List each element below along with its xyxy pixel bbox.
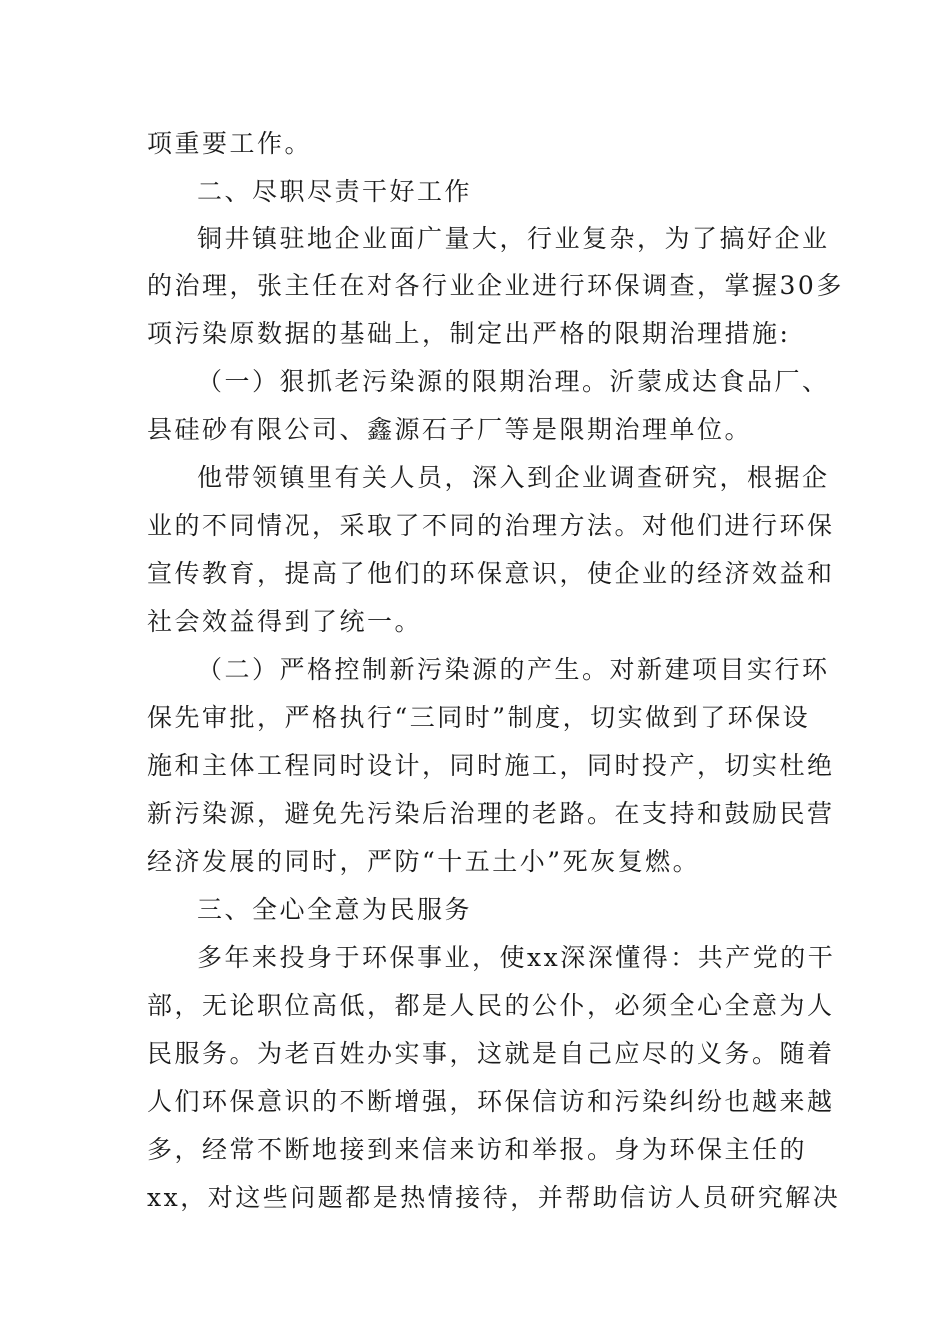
text-line: 民服务。为老百姓办实事，这就是自己应尽的义务。随着 [147,1039,835,1068]
text-line: 他带领镇里有关人员，深入到企业调查研究，根据企 [197,463,830,492]
text-line: 社会效益得到了统一。 [147,607,423,636]
section-heading: 三、全心全意为民服务 [197,895,473,924]
text-line: 县硅砂有限公司、鑫源石子厂等是限期治理单位。 [147,415,753,444]
text-line: 的治理，张主任在对各行业企业进行环保调查，掌握30多 [147,271,844,300]
text-line: 多，经常不断地接到来信来访和举报。身为环保主任的 [147,1135,808,1164]
text-line: 保先审批，严格执行“三同时”制度，切实做到了环保设 [147,703,811,732]
text-line: 项重要工作。 [147,129,313,158]
text-line: 人们环保意识的不断增强，环保信访和污染纠纷也越来越 [147,1087,835,1116]
text-line: xx，对这些问题都是热情接待，并帮助信访人员研究解决 [147,1183,841,1212]
text-line: 施和主体工程同时设计，同时施工，同时投产，切实杜绝 [147,751,835,780]
text-line: 新污染源，避免先污染后治理的老路。在支持和鼓励民营 [147,799,835,828]
text-line: （二）严格控制新污染源的产生。对新建项目实行环 [197,655,830,684]
text-line: 多年来投身于环保事业，使xx深深懂得：共产党的干 [197,943,836,972]
text-line: 部，无论职位高低，都是人民的公仆，必须全心全意为人 [147,991,835,1020]
text-line: 铜井镇驻地企业面广量大，行业复杂，为了搞好企业 [197,224,830,253]
text-line: 业的不同情况，采取了不同的治理方法。对他们进行环保 [147,511,835,540]
text-line: 宣传教育，提高了他们的环保意识，使企业的经济效益和 [147,559,835,588]
text-line: 项污染原数据的基础上，制定出严格的限期治理措施: [147,319,791,348]
section-heading: 二、尽职尽责干好工作 [197,177,473,206]
text-line: （一）狠抓老污染源的限期治理。沂蒙成达食品厂、 [197,367,830,396]
text-line: 经济发展的同时，严防“十五土小”死灰复燃。 [147,847,701,876]
